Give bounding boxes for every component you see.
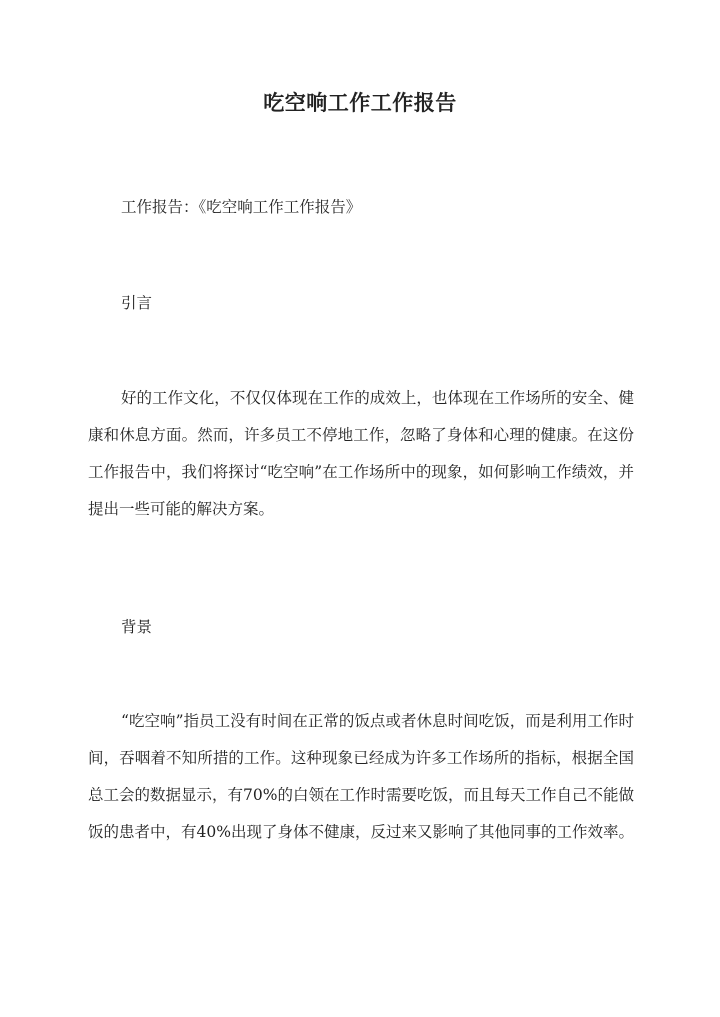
report-subtitle-line: 工作报告：《吃空响工作工作报告》 (121, 198, 362, 216)
section-paragraph-background: “吃空响”指员工没有时间在正常的饭点或者休息时间吃饭，而是利用工作时间，吞咽着不知所措的工作。这种现象已经成为许多工作场所的指标，根据全国总工会的数据显示，有70%的白领在工作时需要吃饭，而且每天工作自己不能做饭的患者中，有40%出现了身体不健康，反过来又影响了其他同事的工作效率。 (88, 712, 634, 841)
section-paragraph-introduction: 好的工作文化，不仅仅体现在工作的成效上，也体现在工作场所的安全、健康和休息方面。然而，许多员工不停地工作，忽略了身体和心理的健康。在这份工作报告中，我们将探讨“吃空响”在工作场所中的现象，如何影响工作绩效，并提出一些可能的解决方案。 (88, 389, 634, 518)
document-title: 吃空响工作工作报告 (263, 90, 457, 115)
section-heading-introduction: 引言 (121, 294, 153, 312)
section-heading-background: 背景 (121, 618, 153, 636)
